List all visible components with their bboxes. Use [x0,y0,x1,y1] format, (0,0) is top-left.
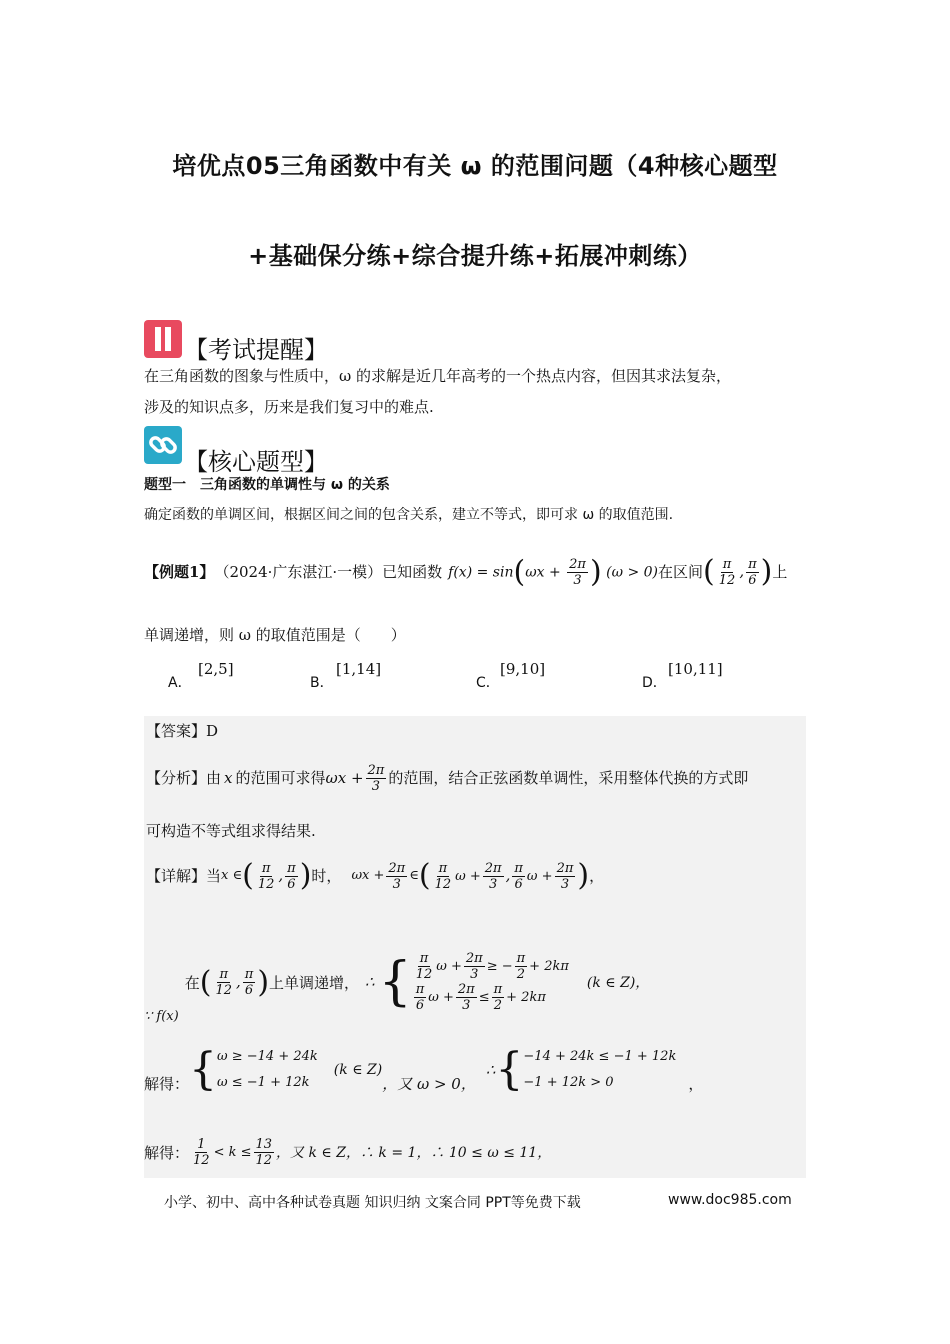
detail-line2: ∵ f(x) 在 ( $\frac{\pi}{12}$ , $\frac{\pi}{6}$ ) 上单调递增， ∴ { $\frac{\pi}{12}$ ω + $\frac{2\pi}{3}$ ≥ − $\frac{\pi}{2}$ + 2kπ $\frac{\pi}{6}$ ω + $\frac{2\pi}{3}$ ≤ $\frac{\pi}{2}$ + 2kπ (k ∈ Z)， [144,951,650,1024]
exam-tips-line1: 在三角函数的图象与性质中，ω 的求解是近几年高考的一个热点内容，但因其求法复杂， [144,367,732,385]
example-after-interval: 上 [772,563,788,581]
page-title-line2: +基础保分练+综合提升练+拓展冲刺练） [248,242,702,270]
footer-link[interactable]: www.doc985.com [668,1192,792,1208]
example-line2: 单调递增，则 ω 的取值范围是（ ） [144,626,406,644]
section-heading-exam-tips: 【考试提醒】 [184,336,328,364]
option-c-letter: C． [476,675,500,691]
answer-label: 【答案】D [146,722,219,740]
option-a-value: [2,5] [198,660,234,678]
option-d-value: [10,11] [668,660,723,678]
detail-line4: 解得： $\frac{1}{12}$ < k ≤ $\frac{13}{12}$ ，又 k ∈ Z，∴ k = 1，∴ 10 ≤ ω ≤ 11， [144,1136,552,1168]
type1-desc: 确定函数的单调区间，根据区间之间的包含关系，建立不等式，即可求 ω 的取值范围. [144,507,674,523]
example-line1 [144,546,787,598]
example-label: 【例题1】 [144,563,215,581]
option-b-letter: B． [310,675,334,691]
option-b-value: [1,14] [336,660,382,678]
link-icon [144,426,182,464]
pause-icon [144,320,182,358]
type1-title: 题型一 三角函数的单调性与 ω 的关系 [144,477,390,493]
page-title-line1: 培优点05三角函数中有关 ω 的范围问题（4种核心题型 [172,152,778,180]
option-a-letter: A． [168,675,192,691]
footer-text: 小学、初中、高中各种试卷真题 知识归纳 文案合同 PPT等免费下载 [164,1195,581,1211]
section-heading-core-types: 【核心题型】 [184,448,328,476]
analysis-line2: 可构造不等式组求得结果. [146,822,316,840]
analysis-line1: 【分析】由 x 的范围可求得 ωx + $\frac{2\pi}{3}$ 的范围，结合正弦函数单调性，采用整体代换的方式即 [146,762,749,794]
exam-tips-line2: 涉及的知识点多，历来是我们复习中的难点. [144,398,434,416]
detail-line3: 解得： { ω ≥ −14 + 24k ω ≤ −1 + 12k (k ∈ Z) ，又 ω > 0， ∴ { −14 + 24k ≤ −1 + 12k −1 + 12k > 0 ， [144,1044,704,1095]
option-c-value: [9,10] [500,660,546,678]
example-func: f(x) = sin(ωx + $\frac{2\pi}{3}$ ) (ω > 0) [448,554,659,589]
example-source: （2024·广东湛江·一模）已知函数 [214,563,443,581]
interval-text: 在区间 [658,563,704,581]
option-d-letter: D． [642,675,667,691]
detail-line1: 【详解】当 x ∈ ( $\frac{\pi}{12}$ , $\frac{\pi}{6}$ ) 时， ωx + $\frac{2\pi}{3}$ ∈ ( $\frac{\pi}{12}$ ω + $\frac{2\pi}{3}$ , $\frac{\pi}{6}$ ω + $\frac{2\pi}{3}$ ) ， [146,858,605,894]
example-interval: ( $\frac{\pi}{12}$ , $\frac{\pi}{6}$ ) [703,554,773,590]
